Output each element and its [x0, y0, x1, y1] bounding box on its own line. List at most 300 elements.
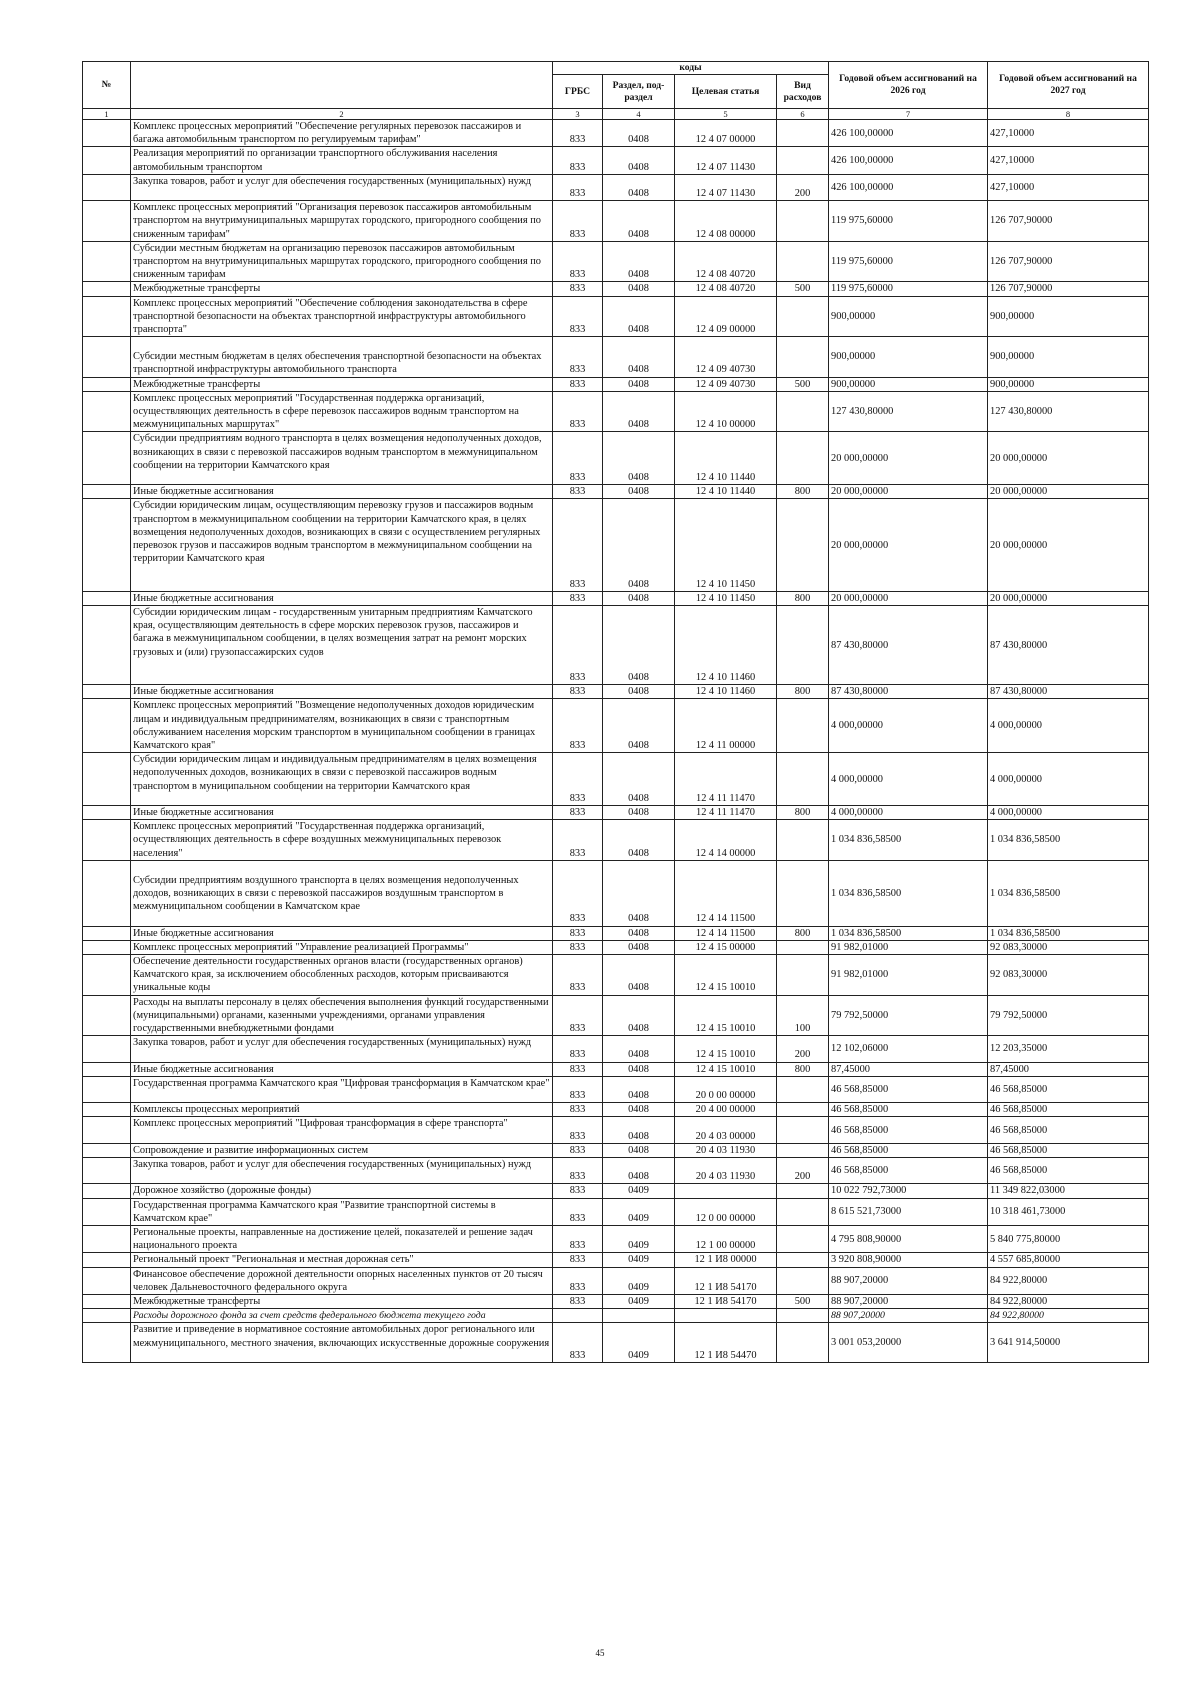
- table-row: [83, 699, 1149, 753]
- grbs-cell: 833: [553, 591, 603, 605]
- table-row: [83, 1076, 1149, 1102]
- row-name-cell: Субсидии юридическим лицам, осуществляющим перевозку грузов и пассажиров водным транспортом в межмуниципальном сообщении на территории Камчатского края, в целях возмещения недополученных доходов, возникающих в связи с осуществлением регулярных перевозок грузов и пассажиров водным транспортом в межмуниципальном сообщении на территории Камчатского края: [131, 499, 553, 591]
- target-article-cell: 12 4 08 00000: [675, 201, 777, 242]
- razdel-cell: 0408: [603, 685, 675, 699]
- grbs-cell: 833: [553, 1062, 603, 1076]
- row-name-cell: Иные бюджетные ассигнования: [131, 485, 553, 499]
- grbs-cell: 833: [553, 1103, 603, 1117]
- row-name-cell: Комплекс процессных мероприятий "Государственная поддержка организаций, осуществляющих деятельность в сфере перевозок пассажиров водным транспортом на межмуниципальных маршрутах": [131, 391, 553, 432]
- row-name-cell: Комплекс процессных мероприятий "Цифровая трансформация в сфере транспорта": [131, 1117, 553, 1143]
- target-article-cell: 12 4 07 11430: [675, 147, 777, 174]
- grbs-cell: 833: [553, 1226, 603, 1253]
- grbs-cell: 833: [553, 1184, 603, 1198]
- row-name-cell: Закупка товаров, работ и услуг для обеспечения государственных (муниципальных) нужд: [131, 174, 553, 200]
- grbs-cell: 833: [553, 391, 603, 432]
- amount-2026-cell: 426 100,00000: [829, 174, 988, 200]
- amount-2027-cell: 3 641 914,50000: [988, 1323, 1149, 1363]
- amount-2026-cell: 4 000,00000: [829, 806, 988, 820]
- table-row: [83, 1309, 1149, 1323]
- expense-type-cell: 800: [777, 806, 829, 820]
- razdel-cell: 0409: [603, 1295, 675, 1309]
- expense-type-cell: [777, 1309, 829, 1323]
- row-number-cell: [83, 926, 131, 940]
- amount-2027-cell: 5 840 775,80000: [988, 1226, 1149, 1253]
- grbs-cell: 833: [553, 1323, 603, 1363]
- amount-2026-cell: 1 034 836,58500: [829, 926, 988, 940]
- expense-type-cell: [777, 606, 829, 685]
- razdel-cell: 0408: [603, 1103, 675, 1117]
- row-number-cell: [83, 940, 131, 954]
- target-article-cell: 12 4 07 11430: [675, 174, 777, 200]
- row-name-cell: Субсидии местным бюджетам в целях обеспечения транспортной безопасности на объектах транспортной инфраструктуры автомобильного транспорта: [131, 337, 553, 377]
- target-article-cell: 12 4 14 11500: [675, 926, 777, 940]
- row-name-cell: Субсидии юридическим лицам и индивидуальным предпринимателям в целях возмещения недополученных доходов, возникающих в связи с перевозкой пассажиров водным транспортом в муниципальном сообщении на территории Камчатского края: [131, 753, 553, 806]
- razdel-cell: 0408: [603, 820, 675, 861]
- expense-type-cell: 200: [777, 1158, 829, 1184]
- column-number: 1: [83, 109, 131, 120]
- row-number-cell: [83, 1309, 131, 1323]
- table-row: [83, 955, 1149, 996]
- razdel-cell: 0408: [603, 591, 675, 605]
- amount-2026-cell: 88 907,20000: [829, 1267, 988, 1294]
- table-body: [83, 120, 1149, 1363]
- table-row: [83, 1117, 1149, 1143]
- razdel-cell: 0408: [603, 296, 675, 337]
- row-name-cell: Субсидии предприятиям водного транспорта в целях возмещения недополученных доходов, возникающих в связи с перевозкой пассажиров водным транспортом в межмуниципальном сообщении на территории Камчатского края: [131, 432, 553, 485]
- amount-2026-cell: 127 430,80000: [829, 391, 988, 432]
- grbs-cell: 833: [553, 282, 603, 296]
- amount-2026-cell: 3 001 053,20000: [829, 1323, 988, 1363]
- expense-type-cell: [777, 1103, 829, 1117]
- amount-2027-cell: 4 557 685,80000: [988, 1253, 1149, 1267]
- table-row: [83, 1036, 1149, 1062]
- target-article-cell: 12 4 15 10010: [675, 955, 777, 996]
- table-row: [83, 820, 1149, 861]
- amount-2026-cell: 46 568,85000: [829, 1143, 988, 1157]
- row-name-cell: Субсидии предприятиям воздушного транспорта в целях возмещения недополученных доходов, возникающих в связи с перевозкой пассажиров воздушным транспортом в межмуниципальном сообщении в Камчатском крае: [131, 860, 553, 926]
- razdel-cell: 0408: [603, 391, 675, 432]
- razdel-cell: 0408: [603, 201, 675, 242]
- grbs-cell: 833: [553, 1198, 603, 1225]
- amount-2027-cell: 87,45000: [988, 1062, 1149, 1076]
- grbs-cell: 833: [553, 201, 603, 242]
- row-number-cell: [83, 120, 131, 147]
- amount-2027-cell: 46 568,85000: [988, 1076, 1149, 1102]
- expense-type-cell: [777, 1198, 829, 1225]
- row-name-cell: Комплекс процессных мероприятий "Возмещение недополученных доходов юридическим лицам и индивидуальным предпринимателям, возникающих в связи с транспортным обслуживанием населения морским транспортом в муниципальном сообщении в границах Камчатского края": [131, 699, 553, 753]
- amount-2027-cell: 20 000,00000: [988, 499, 1149, 591]
- row-number-cell: [83, 1226, 131, 1253]
- row-name-cell: Закупка товаров, работ и услуг для обеспечения государственных (муниципальных) нужд: [131, 1036, 553, 1062]
- row-number-cell: [83, 1295, 131, 1309]
- row-name-cell: Закупка товаров, работ и услуг для обеспечения государственных (муниципальных) нужд: [131, 1158, 553, 1184]
- target-article-cell: 12 4 11 00000: [675, 699, 777, 753]
- expense-type-cell: [777, 1226, 829, 1253]
- column-number: 4: [603, 109, 675, 120]
- razdel-cell: 0408: [603, 606, 675, 685]
- razdel-cell: 0408: [603, 432, 675, 485]
- target-article-cell: 12 4 11 11470: [675, 806, 777, 820]
- row-name-cell: Региональные проекты, направленные на достижение целей, показателей и решение задач национального проекта: [131, 1226, 553, 1253]
- row-number-cell: [83, 685, 131, 699]
- amount-2027-cell: 46 568,85000: [988, 1103, 1149, 1117]
- row-name-cell: Иные бюджетные ассигнования: [131, 1062, 553, 1076]
- amount-2026-cell: 46 568,85000: [829, 1103, 988, 1117]
- row-name-cell: Региональный проект "Региональная и местная дорожная сеть": [131, 1253, 553, 1267]
- grbs-cell: 833: [553, 995, 603, 1036]
- target-article-cell: 12 4 07 00000: [675, 120, 777, 147]
- grbs-cell: 833: [553, 955, 603, 996]
- table-row: [83, 1323, 1149, 1363]
- column-number: 8: [988, 109, 1149, 120]
- razdel-cell: 0408: [603, 147, 675, 174]
- expense-type-cell: [777, 391, 829, 432]
- grbs-cell: [553, 1309, 603, 1323]
- table-row: [83, 1295, 1149, 1309]
- table-row: [83, 1184, 1149, 1198]
- razdel-cell: 0408: [603, 699, 675, 753]
- row-number-cell: [83, 606, 131, 685]
- amount-2026-cell: 1 034 836,58500: [829, 860, 988, 926]
- expense-type-cell: [777, 1253, 829, 1267]
- grbs-cell: 833: [553, 926, 603, 940]
- expense-type-cell: [777, 753, 829, 806]
- table-row: [83, 685, 1149, 699]
- razdel-cell: 0408: [603, 926, 675, 940]
- grbs-cell: 833: [553, 174, 603, 200]
- target-article-cell: 12 1 00 00000: [675, 1226, 777, 1253]
- target-article-cell: 12 4 15 00000: [675, 940, 777, 954]
- table-row: [83, 591, 1149, 605]
- table-row: [83, 1158, 1149, 1184]
- target-article-cell: 12 4 14 11500: [675, 860, 777, 926]
- amount-2027-cell: 4 000,00000: [988, 753, 1149, 806]
- target-article-cell: 12 4 15 10010: [675, 1062, 777, 1076]
- amount-2026-cell: 20 000,00000: [829, 485, 988, 499]
- target-article-cell: 12 4 10 11440: [675, 485, 777, 499]
- amount-2027-cell: 84 922,80000: [988, 1309, 1149, 1323]
- razdel-cell: 0408: [603, 1117, 675, 1143]
- table-row: [83, 432, 1149, 485]
- header-2027: Годовой объем ассигнований на 2027 год: [988, 62, 1149, 109]
- amount-2027-cell: 11 349 822,03000: [988, 1184, 1149, 1198]
- amount-2027-cell: 20 000,00000: [988, 432, 1149, 485]
- target-article-cell: 12 4 08 40720: [675, 282, 777, 296]
- row-name-cell: Иные бюджетные ассигнования: [131, 685, 553, 699]
- row-name-cell: Расходы дорожного фонда за счет средств федерального бюджета текущего года: [131, 1309, 553, 1323]
- row-name-cell: Государственная программа Камчатского края "Развитие транспортной системы в Камчатском крае": [131, 1198, 553, 1225]
- grbs-cell: 833: [553, 296, 603, 337]
- amount-2027-cell: 46 568,85000: [988, 1143, 1149, 1157]
- row-name-cell: Финансовое обеспечение дорожной деятельности опорных населенных пунктов от 20 тысяч человек Дальневосточного федерального округа: [131, 1267, 553, 1294]
- amount-2026-cell: 12 102,06000: [829, 1036, 988, 1062]
- row-number-cell: [83, 806, 131, 820]
- table-row: [83, 1226, 1149, 1253]
- row-name-cell: Развитие и приведение в нормативное состояние автомобильных дорог регионального или межмуниципального, местного значения, включающих искусственные дорожные сооружения: [131, 1323, 553, 1363]
- razdel-cell: 0408: [603, 955, 675, 996]
- row-number-cell: [83, 377, 131, 391]
- row-name-cell: Расходы на выплаты персоналу в целях обеспечения выполнения функций государственными (муниципальными) органами, казенными учреждениями, органами управления государственными внебюджетными фондами: [131, 995, 553, 1036]
- expense-type-cell: [777, 499, 829, 591]
- row-name-cell: Государственная программа Камчатского края "Цифровая трансформация в Камчатском крае": [131, 1076, 553, 1102]
- table-row: [83, 377, 1149, 391]
- expense-type-cell: 100: [777, 995, 829, 1036]
- razdel-cell: 0408: [603, 1036, 675, 1062]
- target-article-cell: 12 4 11 11470: [675, 753, 777, 806]
- grbs-cell: 833: [553, 606, 603, 685]
- grbs-cell: 833: [553, 499, 603, 591]
- row-name-cell: Межбюджетные трансферты: [131, 1295, 553, 1309]
- target-article-cell: 20 0 00 00000: [675, 1076, 777, 1102]
- amount-2026-cell: 88 907,20000: [829, 1309, 988, 1323]
- amount-2027-cell: 1 034 836,58500: [988, 820, 1149, 861]
- amount-2027-cell: 126 707,90000: [988, 282, 1149, 296]
- amount-2027-cell: 127 430,80000: [988, 391, 1149, 432]
- table-row: [83, 174, 1149, 200]
- expense-type-cell: 500: [777, 1295, 829, 1309]
- row-name-cell: Реализация мероприятий по организации транспортного обслуживания населения автомобильным транспортом: [131, 147, 553, 174]
- amount-2026-cell: 10 022 792,73000: [829, 1184, 988, 1198]
- grbs-cell: 833: [553, 806, 603, 820]
- row-number-cell: [83, 955, 131, 996]
- amount-2026-cell: 20 000,00000: [829, 432, 988, 485]
- razdel-cell: 0408: [603, 1062, 675, 1076]
- target-article-cell: 12 1 И8 54470: [675, 1323, 777, 1363]
- grbs-cell: 833: [553, 1117, 603, 1143]
- grbs-cell: 833: [553, 1076, 603, 1102]
- amount-2026-cell: 46 568,85000: [829, 1076, 988, 1102]
- row-number-cell: [83, 282, 131, 296]
- row-number-cell: [83, 174, 131, 200]
- row-name-cell: Иные бюджетные ассигнования: [131, 806, 553, 820]
- header-grbs: ГРБС: [553, 75, 603, 109]
- expense-type-cell: [777, 1076, 829, 1102]
- amount-2026-cell: 87 430,80000: [829, 685, 988, 699]
- target-article-cell: [675, 1309, 777, 1323]
- target-article-cell: 12 4 10 11460: [675, 685, 777, 699]
- amount-2026-cell: 87 430,80000: [829, 606, 988, 685]
- razdel-cell: [603, 1309, 675, 1323]
- target-article-cell: 20 4 03 11930: [675, 1143, 777, 1157]
- row-number-cell: [83, 1184, 131, 1198]
- grbs-cell: 833: [553, 1253, 603, 1267]
- row-number-cell: [83, 1036, 131, 1062]
- amount-2026-cell: 4 000,00000: [829, 753, 988, 806]
- row-number-cell: [83, 499, 131, 591]
- amount-2027-cell: 92 083,30000: [988, 955, 1149, 996]
- amount-2027-cell: 10 318 461,73000: [988, 1198, 1149, 1225]
- amount-2026-cell: 8 615 521,73000: [829, 1198, 988, 1225]
- table-row: [83, 147, 1149, 174]
- expense-type-cell: [777, 860, 829, 926]
- target-article-cell: 12 4 15 10010: [675, 1036, 777, 1062]
- expense-type-cell: [777, 337, 829, 377]
- row-name-cell: Дорожное хозяйство (дорожные фонды): [131, 1184, 553, 1198]
- row-name-cell: Субсидии местным бюджетам на организацию перевозок пассажиров автомобильным транспортом на внутримуниципальных маршрутах городского, пригородного сообщения по сниженным тарифам: [131, 241, 553, 282]
- header-target-article: Целевая статья: [675, 75, 777, 109]
- expense-type-cell: [777, 1143, 829, 1157]
- amount-2026-cell: 91 982,01000: [829, 940, 988, 954]
- amount-2027-cell: 12 203,35000: [988, 1036, 1149, 1062]
- razdel-cell: 0408: [603, 174, 675, 200]
- razdel-cell: 0408: [603, 940, 675, 954]
- table-row: [83, 806, 1149, 820]
- target-article-cell: 12 1 И8 54170: [675, 1267, 777, 1294]
- row-number-cell: [83, 1253, 131, 1267]
- grbs-cell: 833: [553, 337, 603, 377]
- target-article-cell: 12 1 И8 54170: [675, 1295, 777, 1309]
- grbs-cell: 833: [553, 820, 603, 861]
- table-row: [83, 940, 1149, 954]
- row-name-cell: Межбюджетные трансферты: [131, 282, 553, 296]
- razdel-cell: 0408: [603, 282, 675, 296]
- amount-2027-cell: 126 707,90000: [988, 201, 1149, 242]
- row-name-cell: Иные бюджетные ассигнования: [131, 591, 553, 605]
- column-number: 2: [131, 109, 553, 120]
- amount-2026-cell: 4 000,00000: [829, 699, 988, 753]
- razdel-cell: 0408: [603, 1076, 675, 1102]
- amount-2027-cell: 900,00000: [988, 377, 1149, 391]
- amount-2027-cell: 92 083,30000: [988, 940, 1149, 954]
- amount-2026-cell: 46 568,85000: [829, 1158, 988, 1184]
- amount-2026-cell: 900,00000: [829, 337, 988, 377]
- razdel-cell: 0409: [603, 1253, 675, 1267]
- table-row: [83, 391, 1149, 432]
- row-number-cell: [83, 1076, 131, 1102]
- row-name-cell: Сопровождение и развитие информационных систем: [131, 1143, 553, 1157]
- grbs-cell: 833: [553, 377, 603, 391]
- row-number-cell: [83, 1323, 131, 1363]
- row-number-cell: [83, 860, 131, 926]
- razdel-cell: 0408: [603, 806, 675, 820]
- column-number: 3: [553, 109, 603, 120]
- grbs-cell: 833: [553, 1158, 603, 1184]
- razdel-cell: 0408: [603, 485, 675, 499]
- table-row: [83, 120, 1149, 147]
- budget-table-sheet: [82, 61, 1148, 1363]
- amount-2027-cell: 1 034 836,58500: [988, 860, 1149, 926]
- table-row: [83, 241, 1149, 282]
- row-name-cell: Иные бюджетные ассигнования: [131, 926, 553, 940]
- expense-type-cell: [777, 1323, 829, 1363]
- expense-type-cell: 800: [777, 485, 829, 499]
- table-row: [83, 1198, 1149, 1225]
- amount-2027-cell: 126 707,90000: [988, 241, 1149, 282]
- amount-2026-cell: 1 034 836,58500: [829, 820, 988, 861]
- expense-type-cell: [777, 940, 829, 954]
- table-row: [83, 485, 1149, 499]
- row-name-cell: Комплекс процессных мероприятий "Государственная поддержка организаций, осуществляющих деятельность в сфере воздушных межмуниципальных перевозок населения": [131, 820, 553, 861]
- table-row: [83, 282, 1149, 296]
- amount-2026-cell: 3 920 808,90000: [829, 1253, 988, 1267]
- row-number-cell: [83, 201, 131, 242]
- expense-type-cell: [777, 296, 829, 337]
- table-row: [83, 201, 1149, 242]
- expense-type-cell: [777, 955, 829, 996]
- razdel-cell: 0408: [603, 995, 675, 1036]
- row-number-cell: [83, 995, 131, 1036]
- table-row: [83, 860, 1149, 926]
- target-article-cell: 12 4 09 40730: [675, 377, 777, 391]
- expense-type-cell: [777, 432, 829, 485]
- target-article-cell: 20 4 00 00000: [675, 1103, 777, 1117]
- row-name-cell: Комплекс процессных мероприятий "Обеспечение соблюдения законодательства в сфере транспортной безопасности на объектах транспортной инфраструктуры автомобильного транспорта": [131, 296, 553, 337]
- amount-2027-cell: 79 792,50000: [988, 995, 1149, 1036]
- target-article-cell: 12 1 И8 00000: [675, 1253, 777, 1267]
- expense-type-cell: 800: [777, 1062, 829, 1076]
- amount-2027-cell: 46 568,85000: [988, 1117, 1149, 1143]
- target-article-cell: 20 4 03 00000: [675, 1117, 777, 1143]
- amount-2026-cell: 426 100,00000: [829, 120, 988, 147]
- amount-2026-cell: 79 792,50000: [829, 995, 988, 1036]
- razdel-cell: 0409: [603, 1184, 675, 1198]
- amount-2027-cell: 427,10000: [988, 174, 1149, 200]
- grbs-cell: 833: [553, 1267, 603, 1294]
- amount-2026-cell: 91 982,01000: [829, 955, 988, 996]
- column-number: 6: [777, 109, 829, 120]
- table-row: [83, 337, 1149, 377]
- amount-2027-cell: 4 000,00000: [988, 806, 1149, 820]
- row-name-cell: Межбюджетные трансферты: [131, 377, 553, 391]
- row-number-cell: [83, 391, 131, 432]
- expense-type-cell: [777, 699, 829, 753]
- header-razdel: Раздел, под-раздел: [603, 75, 675, 109]
- expense-type-cell: 200: [777, 1036, 829, 1062]
- amount-2026-cell: 900,00000: [829, 377, 988, 391]
- grbs-cell: 833: [553, 699, 603, 753]
- grbs-cell: 833: [553, 753, 603, 806]
- razdel-cell: 0408: [603, 1158, 675, 1184]
- razdel-cell: 0408: [603, 337, 675, 377]
- grbs-cell: 833: [553, 685, 603, 699]
- target-article-cell: 12 4 10 00000: [675, 391, 777, 432]
- amount-2026-cell: 88 907,20000: [829, 1295, 988, 1309]
- row-number-cell: [83, 296, 131, 337]
- grbs-cell: 833: [553, 485, 603, 499]
- amount-2026-cell: 87,45000: [829, 1062, 988, 1076]
- table-row: [83, 753, 1149, 806]
- header-codes: коды: [553, 62, 829, 75]
- table-row: [83, 1267, 1149, 1294]
- amount-2026-cell: 20 000,00000: [829, 591, 988, 605]
- razdel-cell: 0408: [603, 860, 675, 926]
- grbs-cell: 833: [553, 1295, 603, 1309]
- row-number-cell: [83, 820, 131, 861]
- target-article-cell: 20 4 03 11930: [675, 1158, 777, 1184]
- amount-2027-cell: 84 922,80000: [988, 1267, 1149, 1294]
- row-number-cell: [83, 699, 131, 753]
- amount-2027-cell: 20 000,00000: [988, 591, 1149, 605]
- table-row: [83, 296, 1149, 337]
- amount-2027-cell: 427,10000: [988, 147, 1149, 174]
- amount-2026-cell: 426 100,00000: [829, 147, 988, 174]
- grbs-cell: 833: [553, 860, 603, 926]
- grbs-cell: 833: [553, 1143, 603, 1157]
- target-article-cell: 12 4 14 00000: [675, 820, 777, 861]
- page-number: 45: [595, 1648, 605, 1658]
- header-2026: Годовой объем ассигнований на 2026 год: [829, 62, 988, 109]
- row-name-cell: Субсидии юридическим лицам - государственным унитарным предприятиям Камчатского края, осуществляющим деятельность в сфере морских перевозок грузов, пассажиров и багажа в межмуниципальном сообщении, в целях возмещения затрат на ремонт морских грузовых и (или) грузопассажирских судов: [131, 606, 553, 685]
- amount-2027-cell: 427,10000: [988, 120, 1149, 147]
- target-article-cell: 12 0 00 00000: [675, 1198, 777, 1225]
- razdel-cell: 0408: [603, 377, 675, 391]
- target-article-cell: 12 4 15 10010: [675, 995, 777, 1036]
- table-row: [83, 995, 1149, 1036]
- row-name-cell: Обеспечение деятельности государственных органов власти (государственных органов) Камчатского края, за исключением обособленных расходов, которым присваиваются уникальные коды: [131, 955, 553, 996]
- target-article-cell: 12 4 09 40730: [675, 337, 777, 377]
- amount-2026-cell: 4 795 808,90000: [829, 1226, 988, 1253]
- row-number-cell: [83, 1198, 131, 1225]
